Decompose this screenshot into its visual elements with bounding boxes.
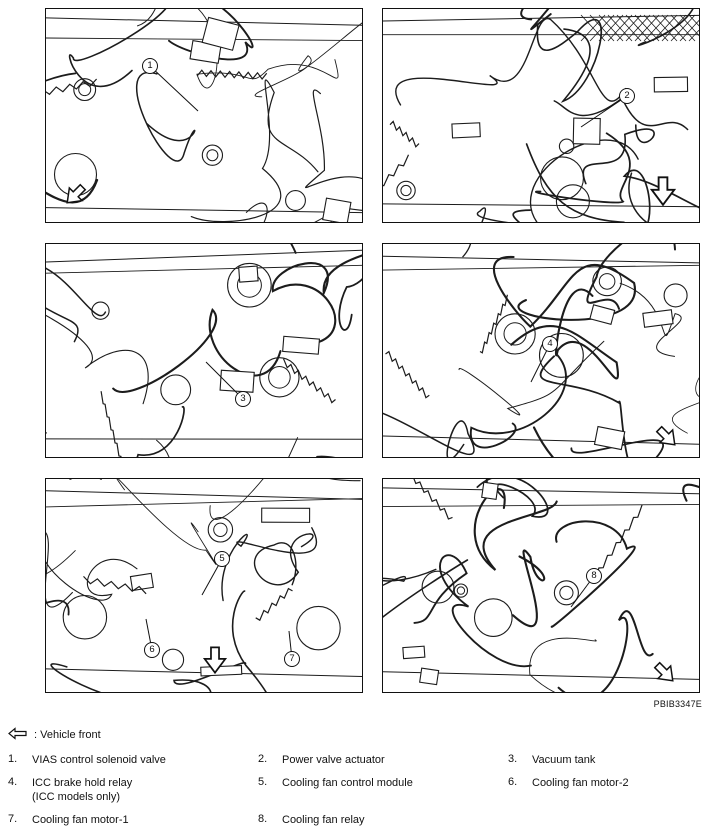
legend-item-label: Cooling fan relay (282, 814, 365, 826)
legend-item-number: 5. (258, 776, 268, 788)
legend-item-7 (8, 813, 258, 827)
legend-item-label: Cooling fan motor-2 (532, 777, 629, 789)
callout-1: 1 (142, 58, 158, 74)
legend-item-8 (258, 813, 508, 827)
figure-panel-top-left (45, 8, 363, 223)
engine-illustration (46, 9, 362, 222)
figure-panel-bottom-right (382, 478, 700, 693)
legend-item-label: ICC brake hold relay (32, 777, 133, 789)
legend-item-3 (508, 753, 706, 767)
callout-7: 7 (284, 651, 300, 667)
callout-6: 6 (144, 642, 160, 658)
legend-item-2 (258, 753, 508, 767)
legend-item-label: Vacuum tank (532, 754, 596, 766)
vehicle-front-label: : Vehicle front (34, 729, 101, 741)
legend (8, 727, 706, 827)
legend-item-1 (8, 753, 258, 767)
callout-5: 5 (214, 551, 230, 567)
legend-item-label: Power valve actuator (282, 754, 385, 766)
legend-item-number: 3. (508, 753, 518, 765)
figure-code: PBIB3347E (653, 699, 702, 709)
legend-item-number: 7. (8, 813, 18, 825)
legend-item-sublabel: (ICC models only) (32, 791, 121, 803)
callout-8: 8 (586, 568, 602, 584)
engine-illustration (383, 479, 699, 692)
engine-illustration (383, 244, 699, 457)
legend-item-number: 6. (508, 776, 518, 788)
legend-item-label: VIAS control solenoid valve (32, 754, 166, 766)
legend-item-6 (508, 776, 706, 804)
legend-item-number: 2. (258, 753, 268, 765)
legend-item-label: Cooling fan control module (282, 777, 413, 789)
figure-panel-top-right (382, 8, 700, 223)
legend-item-number: 1. (8, 753, 18, 765)
legend-item-number: 4. (8, 776, 18, 788)
figure-panel-middle-left (45, 243, 363, 458)
vehicle-front-arrow-icon (8, 727, 28, 743)
legend-item-label: Cooling fan motor-1 (32, 814, 129, 826)
callout-2: 2 (619, 88, 635, 104)
callout-4: 4 (542, 336, 558, 352)
engine-illustration (46, 244, 362, 457)
vehicle-front-direction-arrow (198, 643, 233, 678)
legend-list (8, 753, 706, 827)
legend-item-4 (8, 776, 258, 804)
legend-item-5 (258, 776, 508, 804)
figure-grid (45, 8, 698, 693)
legend-item-number: 8. (258, 813, 268, 825)
callout-3: 3 (235, 391, 251, 407)
vehicle-front-direction-arrow (644, 172, 682, 210)
figure-panel-bottom-left (45, 478, 363, 693)
figure-panel-middle-right (382, 243, 700, 458)
vehicle-front-note (8, 727, 706, 743)
